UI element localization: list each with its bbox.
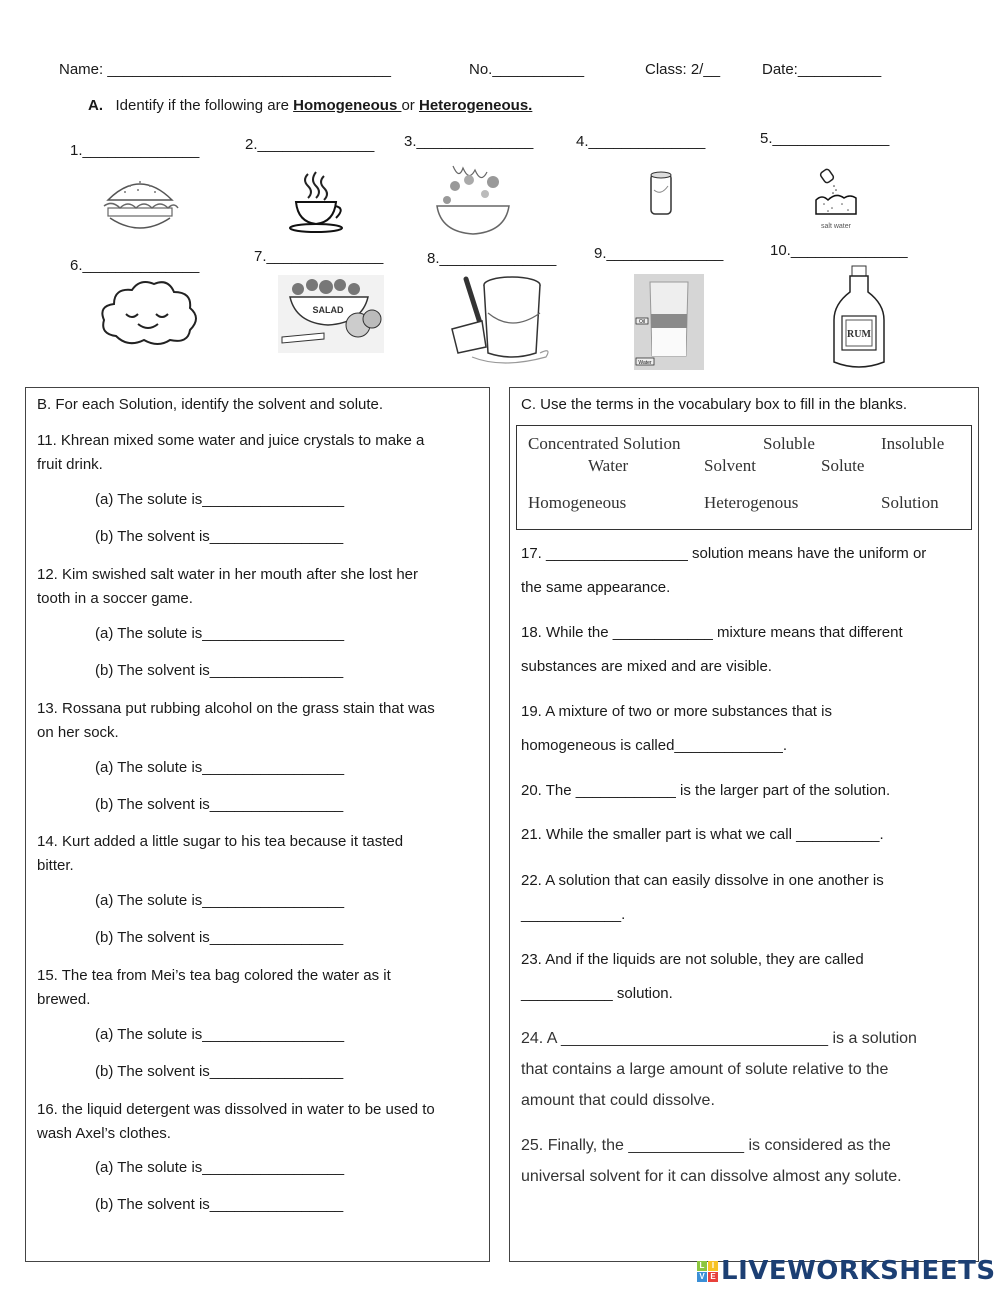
section-b-title: B. For each Solution, identify the solvent and solute. (37, 396, 384, 413)
salt-water-caption: salt water (821, 223, 851, 230)
soda-can-icon (648, 170, 674, 218)
section-a-letter: A. (88, 97, 103, 114)
item-10-answer[interactable]: 10.______________ (770, 242, 908, 259)
vocab-solution: Solution (881, 493, 939, 512)
oil-water-glass-icon (634, 274, 704, 370)
item-4-answer[interactable]: 4.______________ (576, 133, 706, 150)
q11-solvent-blank[interactable]: (b) The solvent is________________ (95, 528, 344, 545)
q11-solute-blank[interactable]: (a) The solute is_________________ (95, 491, 345, 508)
oil-tag: Oil (638, 319, 646, 325)
q14-solvent-blank[interactable]: (b) The solvent is________________ (95, 929, 344, 946)
section-a-instruction (88, 97, 532, 114)
rum-label: RUM (847, 329, 871, 340)
q16-solute-blank[interactable]: (a) The solute is_________________ (95, 1159, 345, 1176)
q16-solvent-blank[interactable]: (b) The solvent is________________ (95, 1196, 344, 1213)
q12-solute-blank[interactable]: (a) The solute is_________________ (95, 625, 345, 642)
svg-text:SALAD: SALAD (312, 305, 344, 315)
q15-solute-blank[interactable]: (a) The solute is_________________ (95, 1026, 345, 1043)
question-24[interactable]: 24. A ______________________________ is a solution that contains a large amount of solute relative to the amount that could dissolve. (521, 1030, 917, 1109)
name-field[interactable]: Name: __________________________________ (59, 61, 391, 78)
question-22[interactable]: 22. A solution that can easily dissolve in one another is ____________. (521, 872, 884, 923)
q13-solute-blank[interactable]: (a) The solute is_________________ (95, 759, 345, 776)
item-7-answer[interactable]: 7.______________ (254, 248, 384, 265)
number-field[interactable]: No.___________ (469, 61, 585, 78)
section-c-title: C. Use the terms in the vocabulary box to fill in the blanks. (521, 396, 908, 413)
vocab-water: Water (588, 456, 629, 475)
vocab-heterogenous: Heterogenous (704, 493, 799, 512)
item-5-answer[interactable]: 5.______________ (760, 130, 890, 147)
hamburger-icon (100, 172, 180, 236)
question-13: 13. Rossana put rubbing alcohol on the grass stain that was on her sock. (37, 700, 435, 741)
item-1-answer[interactable]: 1.______________ (70, 142, 200, 159)
item-8-answer[interactable]: 8.______________ (427, 250, 557, 267)
date-field[interactable]: Date:__________ (762, 61, 882, 78)
question-11: 11. Khrean mixed some water and juice crystals to make a fruit drink. (37, 432, 425, 473)
item-9-answer[interactable]: 9.______________ (594, 245, 724, 262)
salad-bowl-icon (433, 160, 513, 236)
question-12: 12. Kim swished salt water in her mouth after she lost her tooth in a soccer game. (37, 566, 419, 607)
coffee-cup-icon (288, 170, 348, 234)
question-20[interactable]: 20. The ____________ is the larger part of the solution. (521, 782, 891, 799)
logo-text: LIVEWORKSHEETS (721, 1256, 996, 1286)
salt-water-icon (812, 166, 862, 234)
question-14: 14. Kurt added a little sugar to his tea because it tasted bitter. (37, 833, 404, 874)
q15-solvent-blank[interactable]: (b) The solvent is________________ (95, 1063, 344, 1080)
item-2-answer[interactable]: 2.______________ (245, 136, 375, 153)
homogeneous-term: Homogeneous (293, 97, 402, 114)
vocab-solvent: Solvent (704, 456, 756, 475)
q13-solvent-blank[interactable]: (b) The solvent is________________ (95, 796, 344, 813)
question-25[interactable]: 25. Finally, the _____________ is considered as the universal solvent for it can dissolve almost any solute. (521, 1137, 902, 1185)
question-19[interactable]: 19. A mixture of two or more substances that is homogeneous is called_____________. (521, 703, 832, 754)
vocab-solute: Solute (821, 456, 865, 475)
question-17[interactable]: 17. _________________ solution means have the uniform or the same appearance. (521, 545, 927, 596)
question-16: 16. the liquid detergent was dissolved in water to be used to wash Axel’s clothes. (37, 1101, 435, 1142)
vocab-homogeneous: Homogeneous (528, 493, 627, 512)
vocab-insoluble: Insoluble (881, 434, 945, 453)
question-23[interactable]: 23. And if the liquids are not soluble, they are called ___________ solution. (521, 951, 864, 1002)
q14-solute-blank[interactable]: (a) The solute is_________________ (95, 892, 345, 909)
question-18[interactable]: 18. While the ____________ mixture means that different substances are mixed and are visible. (521, 624, 903, 675)
or-word: or (401, 97, 419, 114)
liveworksheets-logo (697, 1257, 996, 1285)
heterogeneous-term: Heterogeneous. (418, 97, 533, 114)
water-tag: Water (638, 360, 652, 366)
vocab-concentrated-solution: Concentrated Solution (528, 434, 681, 453)
q12-solvent-blank[interactable]: (b) The solvent is________________ (95, 662, 344, 679)
vocab-soluble: Soluble (763, 434, 815, 453)
question-15: 15. The tea from Mei’s tea bag colored the water as it brewed. (37, 967, 391, 1008)
cloud-icon (98, 278, 202, 348)
item-3-answer[interactable]: 3.______________ (404, 133, 534, 150)
question-21[interactable]: 21. While the smaller part is what we call __________. (521, 826, 884, 843)
rum-bottle-icon (832, 264, 886, 372)
class-field[interactable]: Class: 2/__ (645, 61, 721, 78)
salad-fruit-icon (278, 275, 384, 353)
item-6-answer[interactable]: 6.______________ (70, 257, 200, 274)
paint-bucket-icon (442, 273, 554, 365)
live-tiles-icon: L I V E (697, 1261, 718, 1282)
vocabulary-box (516, 425, 972, 530)
section-a-prefix: Identify if the following are (115, 97, 294, 114)
